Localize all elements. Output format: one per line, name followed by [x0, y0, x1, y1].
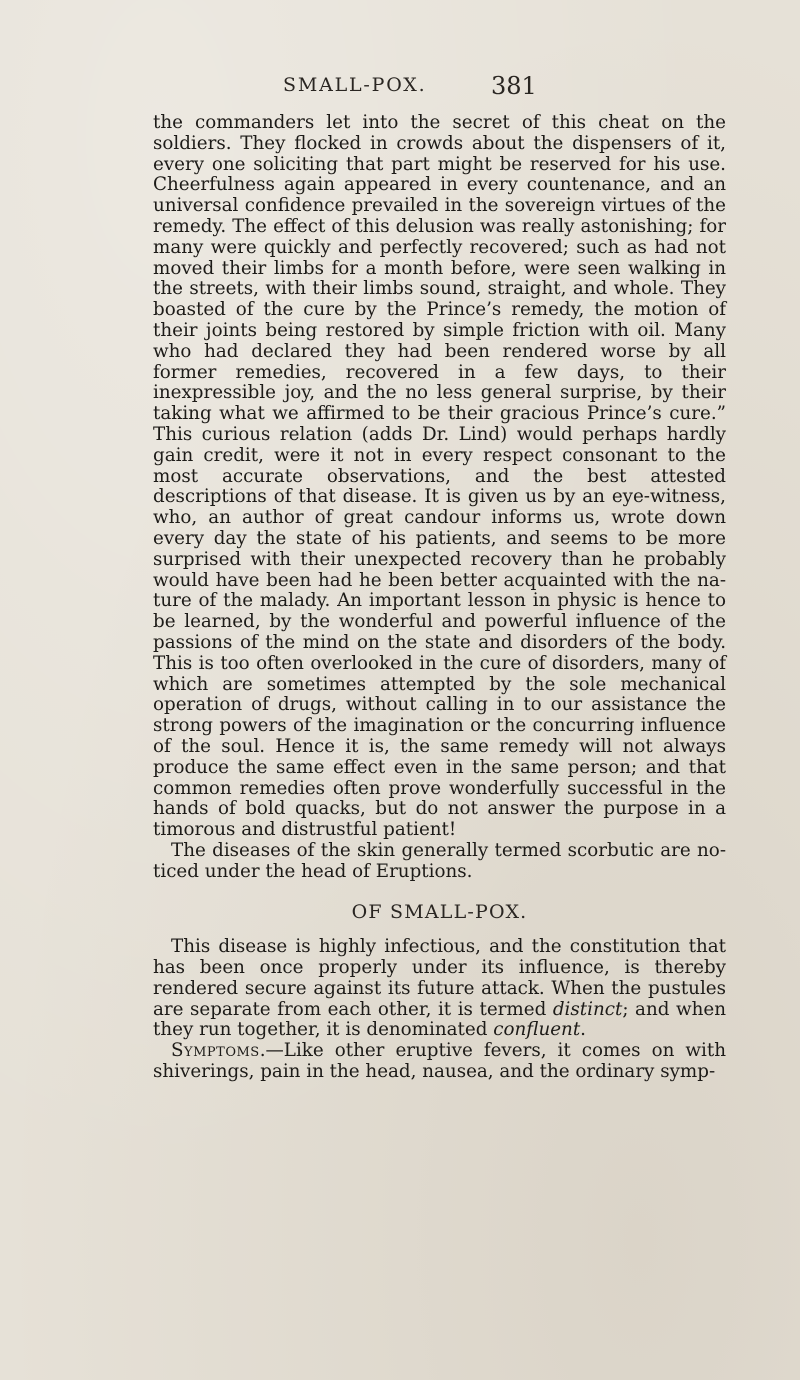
paragraph-small-pox-intro	[153, 937, 726, 1041]
intro-text-middle: ; and when they run together, it is denominated	[153, 998, 727, 1041]
paragraph-symptoms	[153, 1041, 726, 1083]
paragraph-scorbutic-note: The diseases of the skin generally termed scorbutic are noticed under the head of Eruptions.	[153, 839, 726, 882]
symptoms-text: .—Like other eruptive fevers, it comes on with shiverings, pain in the head, nausea, and the ordinary symp-	[153, 1040, 726, 1083]
page-number: 381	[491, 72, 537, 100]
term-distinct: distinct	[552, 998, 623, 1020]
intro-text-end: .	[580, 1019, 586, 1041]
running-head	[0, 74, 800, 104]
running-title: SMALL-POX.	[283, 74, 427, 96]
body-text	[153, 113, 726, 1083]
symptoms-label: Symptoms	[171, 1040, 260, 1062]
section-heading: OF SMALL-POX.	[351, 901, 528, 924]
intro-text-start: This disease is highly infectious, and the constitution that has been once properly under its influence, is thereby rendered secure against its future attack. When the pustules are separate from each other, it is termed	[153, 936, 726, 1020]
term-confluent: confluent	[493, 1019, 581, 1041]
paragraph-continuation: the commanders let into the secret of this cheat on the soldiers. They flocked in crowds about the dispensers of it, every one soliciting that part might be reserved for his use. Cheerfulness again appeared in every countenance, and an universal confidence prevailed in the sovereign virtues of the remedy. The effect of this delusion was really astonishing; for many were quickly and perfectly recovered; such as had not moved their limbs for a month before, were seen walking in the streets, with their limbs sound, straight, and whole. They boasted of the cure by the Prince’s remedy, the motion of their joints being restored by simple friction with oil. Many who had declared they had been rendered worse by all former remedies, recovered in a few days, to their inexpressible joy, and the no less general surprise, by their taking what we affirmed to be their gracious Prince’s cure.” This curious relation (adds Dr. Lind) would perhaps hardly gain credit, were it not in every respect consonant to the most accurate observations, and the best attested descriptions of that disease. It is given us by an eye-witness, who, an author of great candour informs us, wrote down every day the state of his patients, and seems to be more surprised with their unexpected recovery than he probably would have been had he been better acquainted with the nature of the malady. An important lesson in physic is hence to be learned, by the wonderful and powerful influence of the passions of the mind on the state and disorders of the body. This is too often overlooked in the cure of disorders, many of which are sometimes attempted by the sole mechanical operation of drugs, without calling in to our assistance the strong powers of the imagination or the concurring influence of the soul. Hence it is, the same remedy will not always produce the same effect even in the same person; and that common remedies often prove wonderfully successful in the hands of bold quacks, but do not answer the purpose in a timorous and distrustful patient!	[153, 112, 726, 841]
